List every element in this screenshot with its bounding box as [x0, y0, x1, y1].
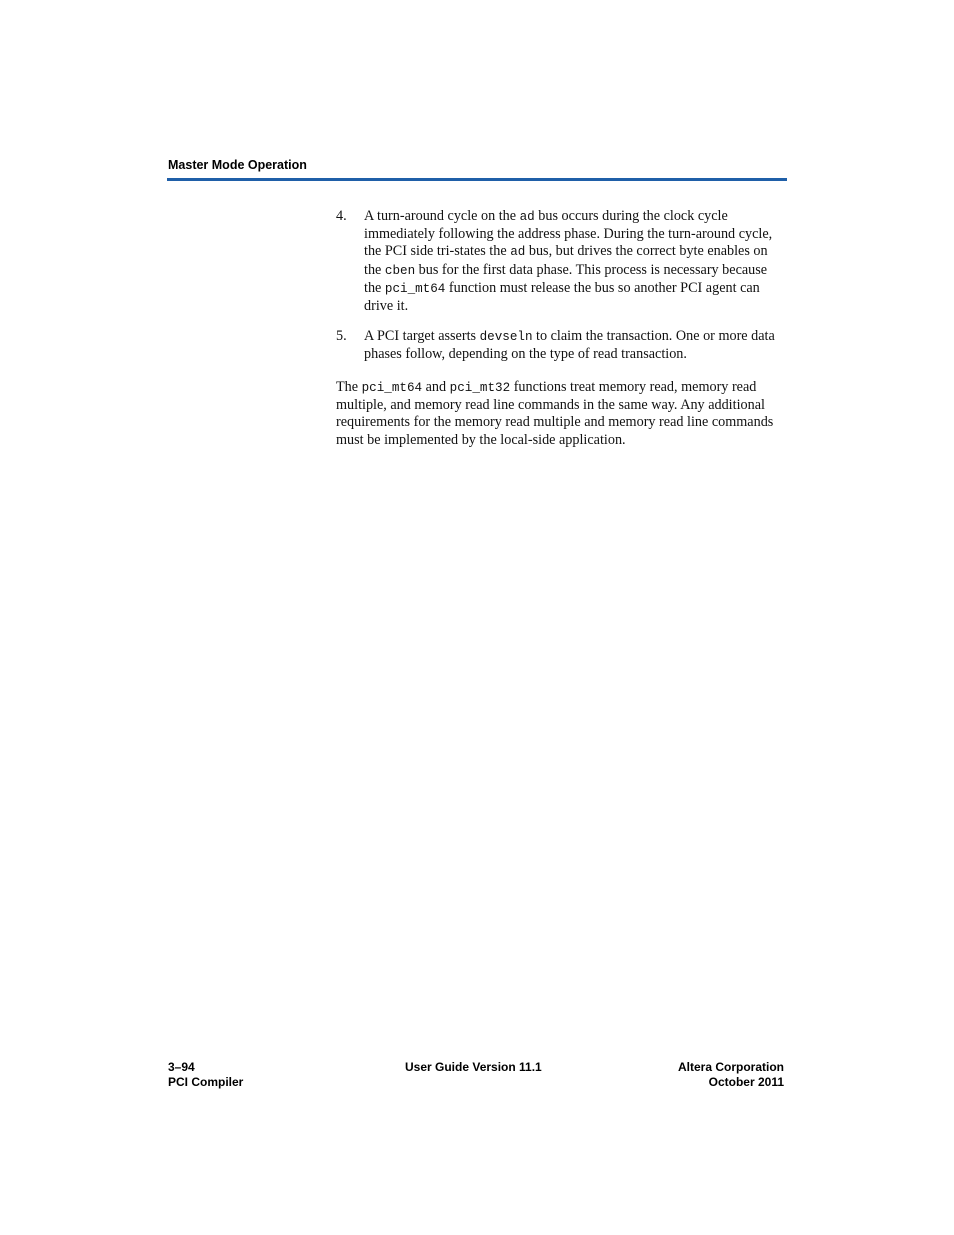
list-item [336, 208, 786, 315]
publication-date: October 2011 [708, 1075, 784, 1089]
text-run: bus, but drives the correct byte enables on the [364, 243, 768, 278]
running-header: Master Mode Operation [168, 158, 307, 172]
text-run: and [422, 379, 450, 395]
list-item-text [364, 328, 786, 363]
text-run: function must release the bus so another PCI agent can drive it. [364, 279, 760, 315]
text-run: A turn-around cycle on the [364, 208, 520, 224]
code-pci-mt64: pci_mt64 [384, 281, 446, 296]
text-run: bus occurs during the clock cycle immediately following the address phase. During the turn-around cycle, the PCI side tri-states the [364, 208, 773, 260]
text-run: The [336, 379, 362, 395]
list-item [336, 328, 786, 363]
text-run: bus for the first data phase. This process is necessary because the [364, 261, 768, 296]
header-rule [167, 178, 787, 181]
body-paragraph [336, 379, 786, 449]
text-run: A PCI target asserts [364, 328, 480, 344]
product-name: PCI Compiler [168, 1075, 244, 1089]
list-item-number: 4. [336, 208, 347, 224]
code-ad: ad [510, 245, 526, 260]
text-run: functions treat memory read, memory read multiple, and memory read line commands in the same way. Any additional requirements for the memory read multiple and memory read line commands must be implemented by the local-side application. [336, 379, 774, 448]
list-item-text [364, 208, 786, 315]
text-run: to claim the transaction. One or more data phases follow, depending on the type of read transaction. [364, 328, 775, 363]
company-name: Altera Corporation [677, 1060, 784, 1074]
code-cben: cben [384, 263, 416, 278]
code-ad: ad [519, 210, 535, 224]
footer-center [405, 1060, 542, 1075]
list-item-number: 5. [336, 328, 347, 344]
footer-left [168, 1060, 243, 1090]
code-devseln: devseln [479, 330, 533, 344]
footer-right [678, 1060, 784, 1090]
code-pci-mt64: pci_mt64 [361, 381, 423, 395]
guide-version: User Guide Version 11.1 [405, 1060, 542, 1074]
code-pci-mt32: pci_mt32 [449, 381, 511, 395]
page-number: 3–94 [168, 1060, 195, 1074]
